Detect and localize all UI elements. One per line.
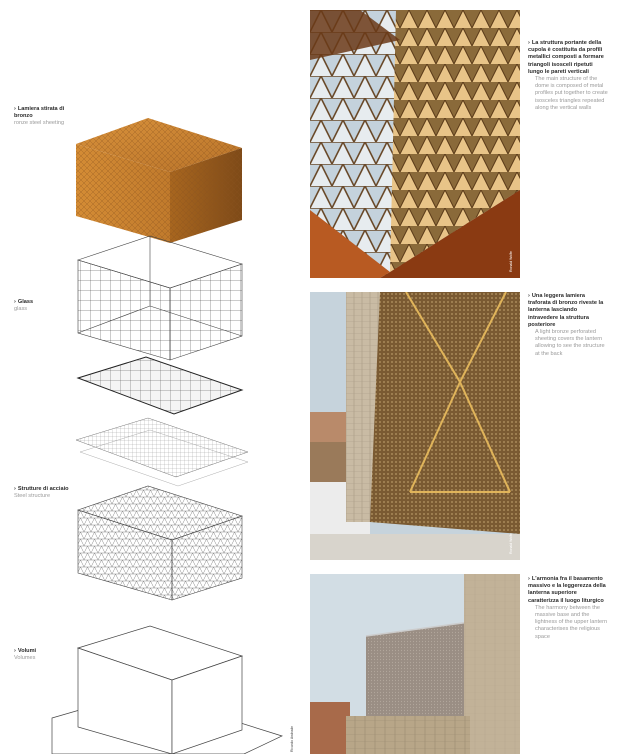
label-steel-structure: › Strutture di acciaio Steel structure xyxy=(14,486,69,499)
photo-lantern-sheeting xyxy=(310,292,520,560)
caption-1: › La struttura portante della cupola è costituita da profili metallici composti a formare triangoli isosceli ripetuti lungo le pareti verticali The main structure of the dome is composed of metal profiles put together to create isosceles triangles repeated along the vertical walls xyxy=(528,40,608,111)
label-volumes: › Volumi Volumes xyxy=(14,648,37,661)
roof-grid-layer xyxy=(78,357,242,414)
steel-structure-volume xyxy=(78,486,242,600)
photo-exterior xyxy=(310,574,520,754)
photo-2-credit: Ronald Wolfe xyxy=(509,533,513,554)
photo-1-credit: Ronald Wolfe xyxy=(509,251,513,272)
bronze-sheeting-volume xyxy=(76,118,242,243)
volumes-outline xyxy=(52,626,282,754)
caption-2: › Una leggera lamiera traforata di bronzo riveste la lanterna lasciando intravedere la struttura posteriore A light bronze perforated sheeting covers the lantern allowing to see the structure at the back xyxy=(528,293,605,357)
photo-dome-structure xyxy=(310,10,520,278)
axonometry-credit: Ricardo Andrade xyxy=(290,725,294,752)
glass-frame-volume xyxy=(78,236,242,360)
caption-3: › L'armonia fra il basamento massivo e la leggerezza della lanterna superiore caratterizza il luogo liturgico The harmony between the massive base and the lightness of the upper lantern characterises the religious space xyxy=(528,576,608,640)
label-bronze-sheeting: › Lamiera stirata di bronzo ronze steel sheeting xyxy=(14,106,65,126)
secondary-grid-layer xyxy=(76,418,248,486)
label-glass: › Glass glass xyxy=(14,299,34,312)
